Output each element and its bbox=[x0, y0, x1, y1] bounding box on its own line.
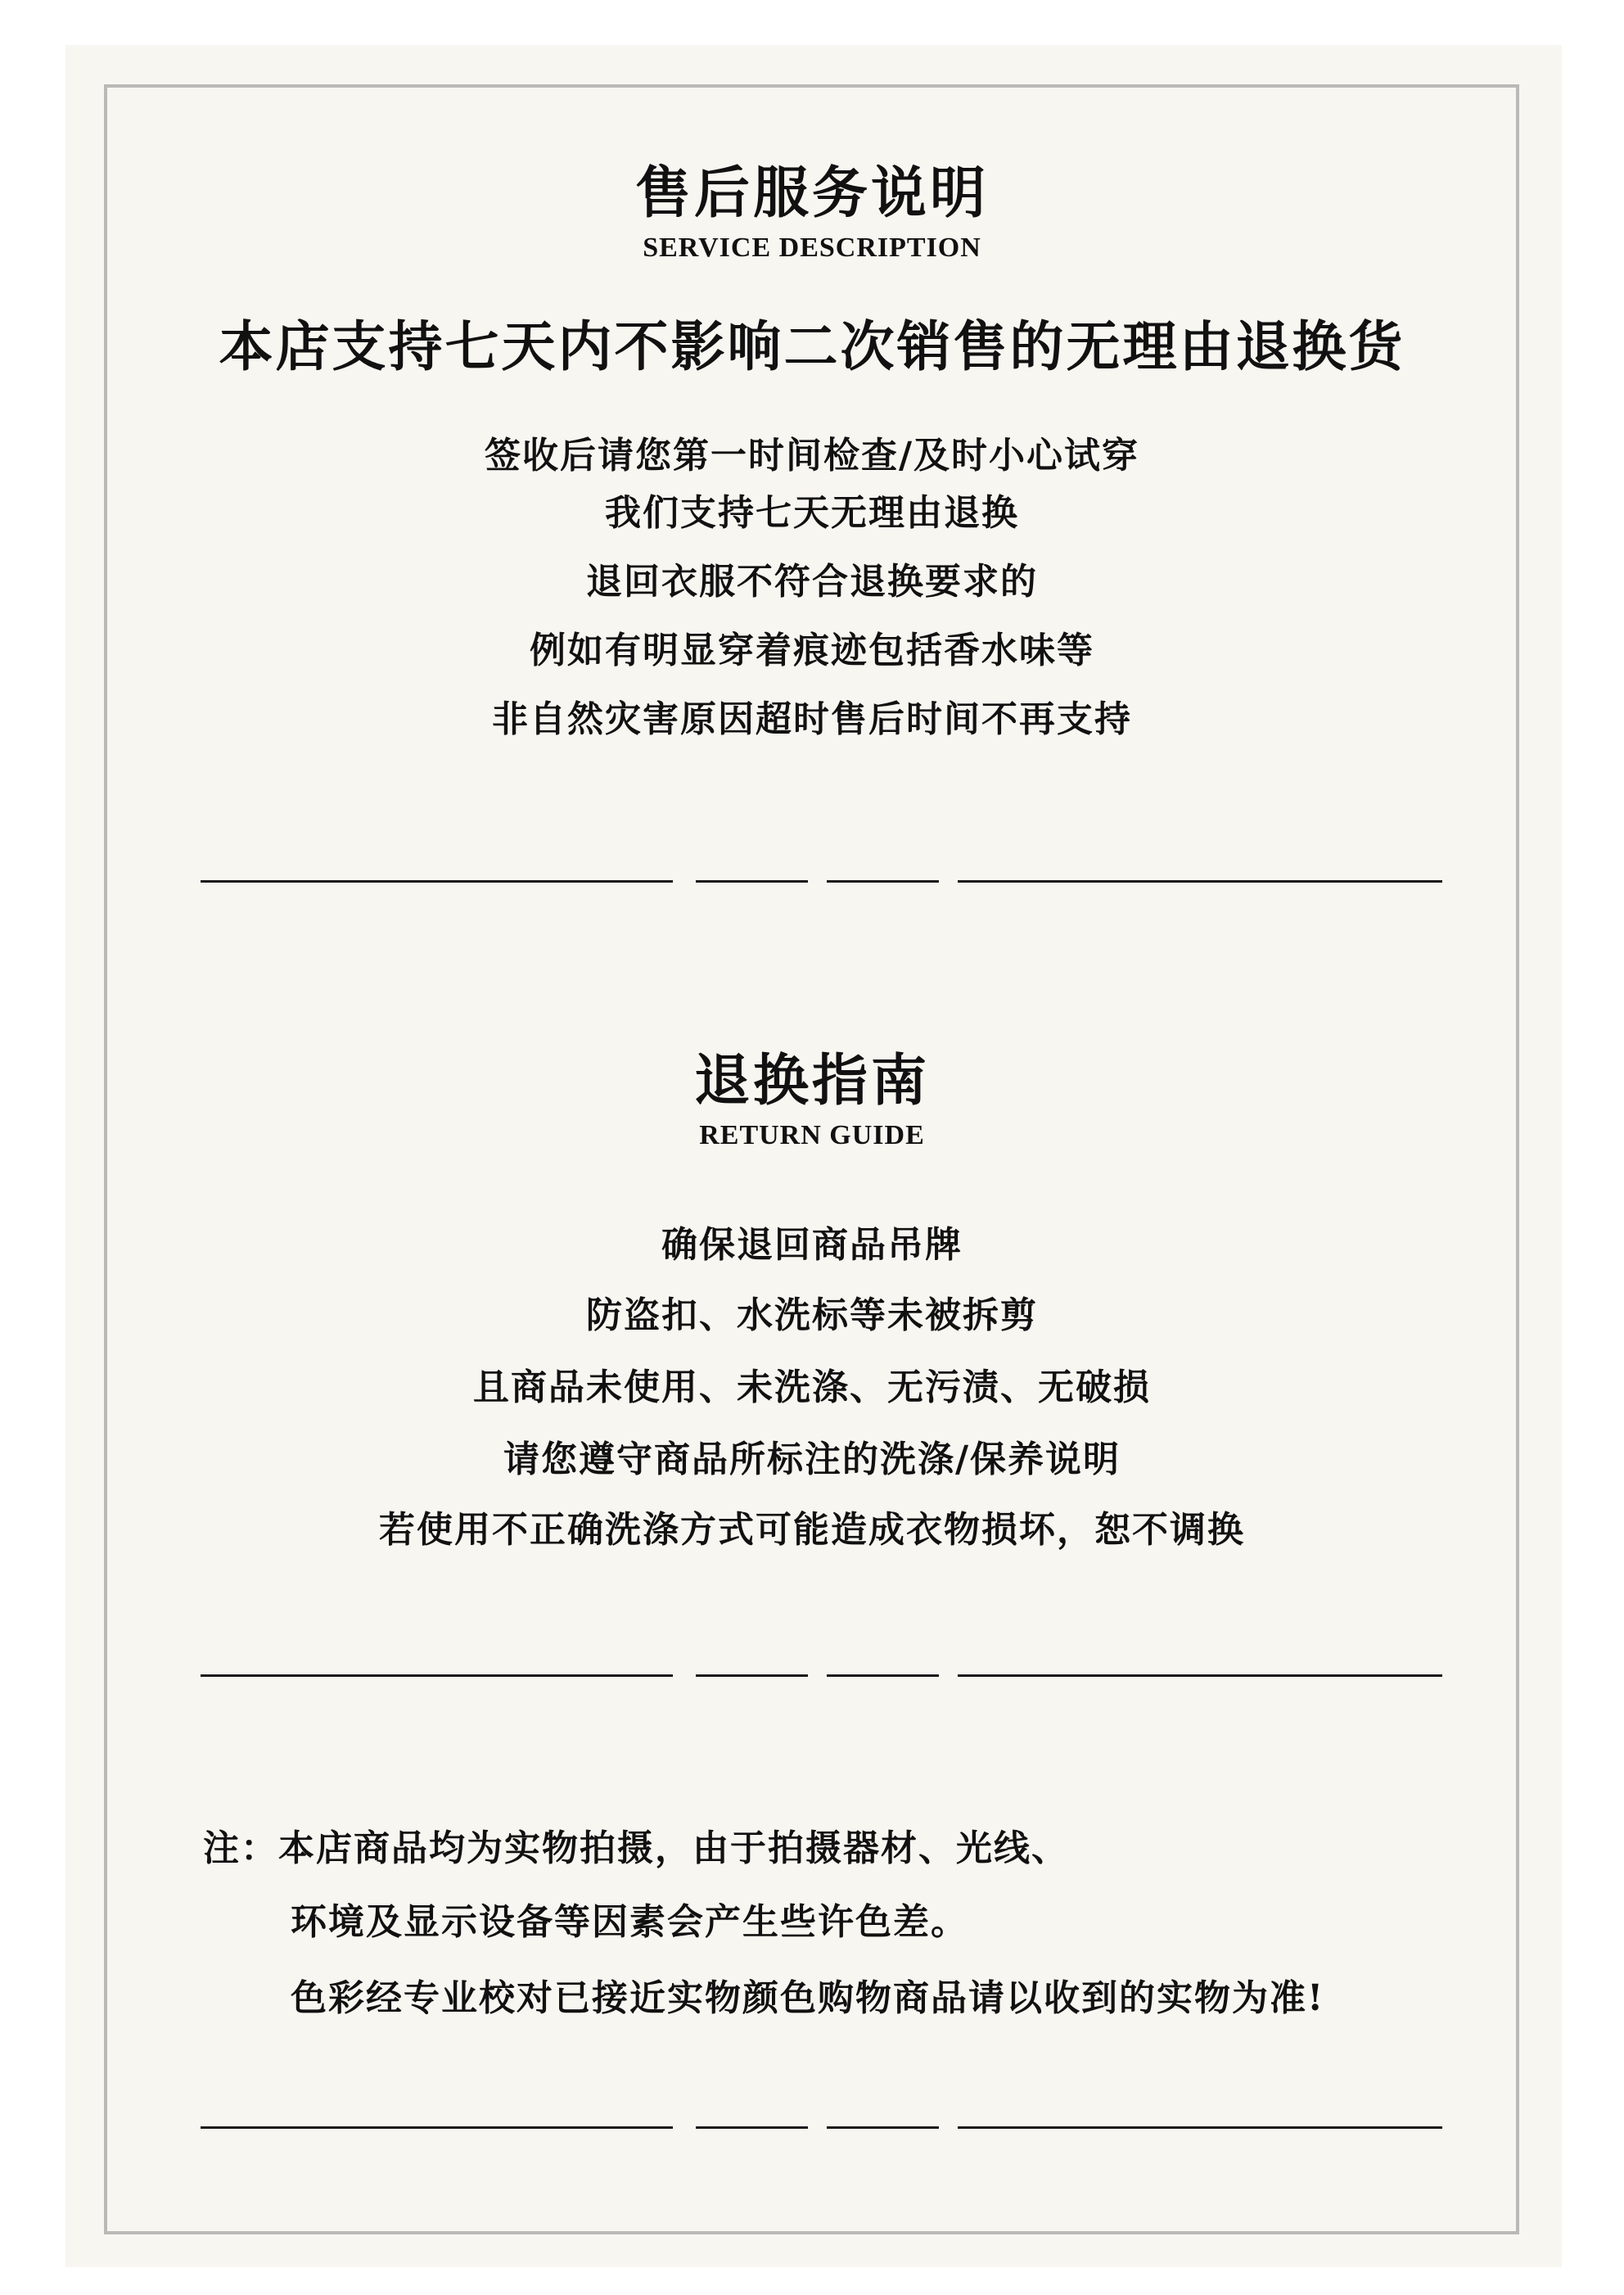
note-line-3: 色彩经专业校对已接近实物颜色购物商品请以收到的实物为准! bbox=[291, 1977, 1325, 2019]
divider-segment bbox=[696, 880, 808, 883]
divider-segment bbox=[827, 1674, 939, 1677]
divider-segment bbox=[696, 2126, 808, 2129]
service-line-4: 例如有明显穿着痕迹包括香水味等 bbox=[530, 630, 1094, 671]
service-line-3: 退回衣服不符合退换要求的 bbox=[586, 561, 1038, 603]
return-guide-line-4: 请您遵守商品所标注的洗涤/保养说明 bbox=[503, 1439, 1121, 1480]
divider-segment bbox=[827, 2126, 939, 2129]
return-guide-line-2: 防盗扣、水洗标等未被拆剪 bbox=[586, 1294, 1038, 1336]
divider-segment bbox=[958, 1674, 1442, 1677]
divider-segment bbox=[201, 1674, 673, 1677]
divider-segment bbox=[827, 880, 939, 883]
divider-segment bbox=[696, 1674, 808, 1677]
divider-segment bbox=[201, 2126, 673, 2129]
service-line-5: 非自然灾害原因超时售后时间不再支持 bbox=[492, 698, 1132, 740]
service-subtitle: SERVICE DESCRIPTION bbox=[643, 233, 981, 263]
note-line-2: 环境及显示设备等因素会产生些许色差。 bbox=[291, 1901, 968, 1943]
divider-segment bbox=[958, 880, 1442, 883]
note-line-1: 注：本店商品均为实物拍摄，由于拍摄器材、光线、 bbox=[203, 1827, 1069, 1869]
divider-segment bbox=[201, 880, 673, 883]
return-guide-line-1: 确保退回商品吊牌 bbox=[661, 1224, 963, 1266]
return-guide-subtitle: RETURN GUIDE bbox=[699, 1120, 925, 1150]
service-line-1: 签收后请您第一时间检查/及时小心试穿 bbox=[484, 435, 1140, 477]
return-guide-title: 退换指南 bbox=[693, 1048, 930, 1114]
service-headline: 本店支持七天内不影响二次销售的无理由退换货 bbox=[219, 314, 1405, 378]
return-guide-line-5: 若使用不正确洗涤方式可能造成衣物损坏，恕不调换 bbox=[379, 1509, 1245, 1551]
service-line-2: 我们支持七天无理由退换 bbox=[605, 492, 1019, 534]
divider-segment bbox=[958, 2126, 1442, 2129]
service-title: 售后服务说明 bbox=[634, 160, 989, 226]
return-guide-line-3: 且商品未使用、未洗涤、无污渍、无破损 bbox=[473, 1367, 1151, 1408]
